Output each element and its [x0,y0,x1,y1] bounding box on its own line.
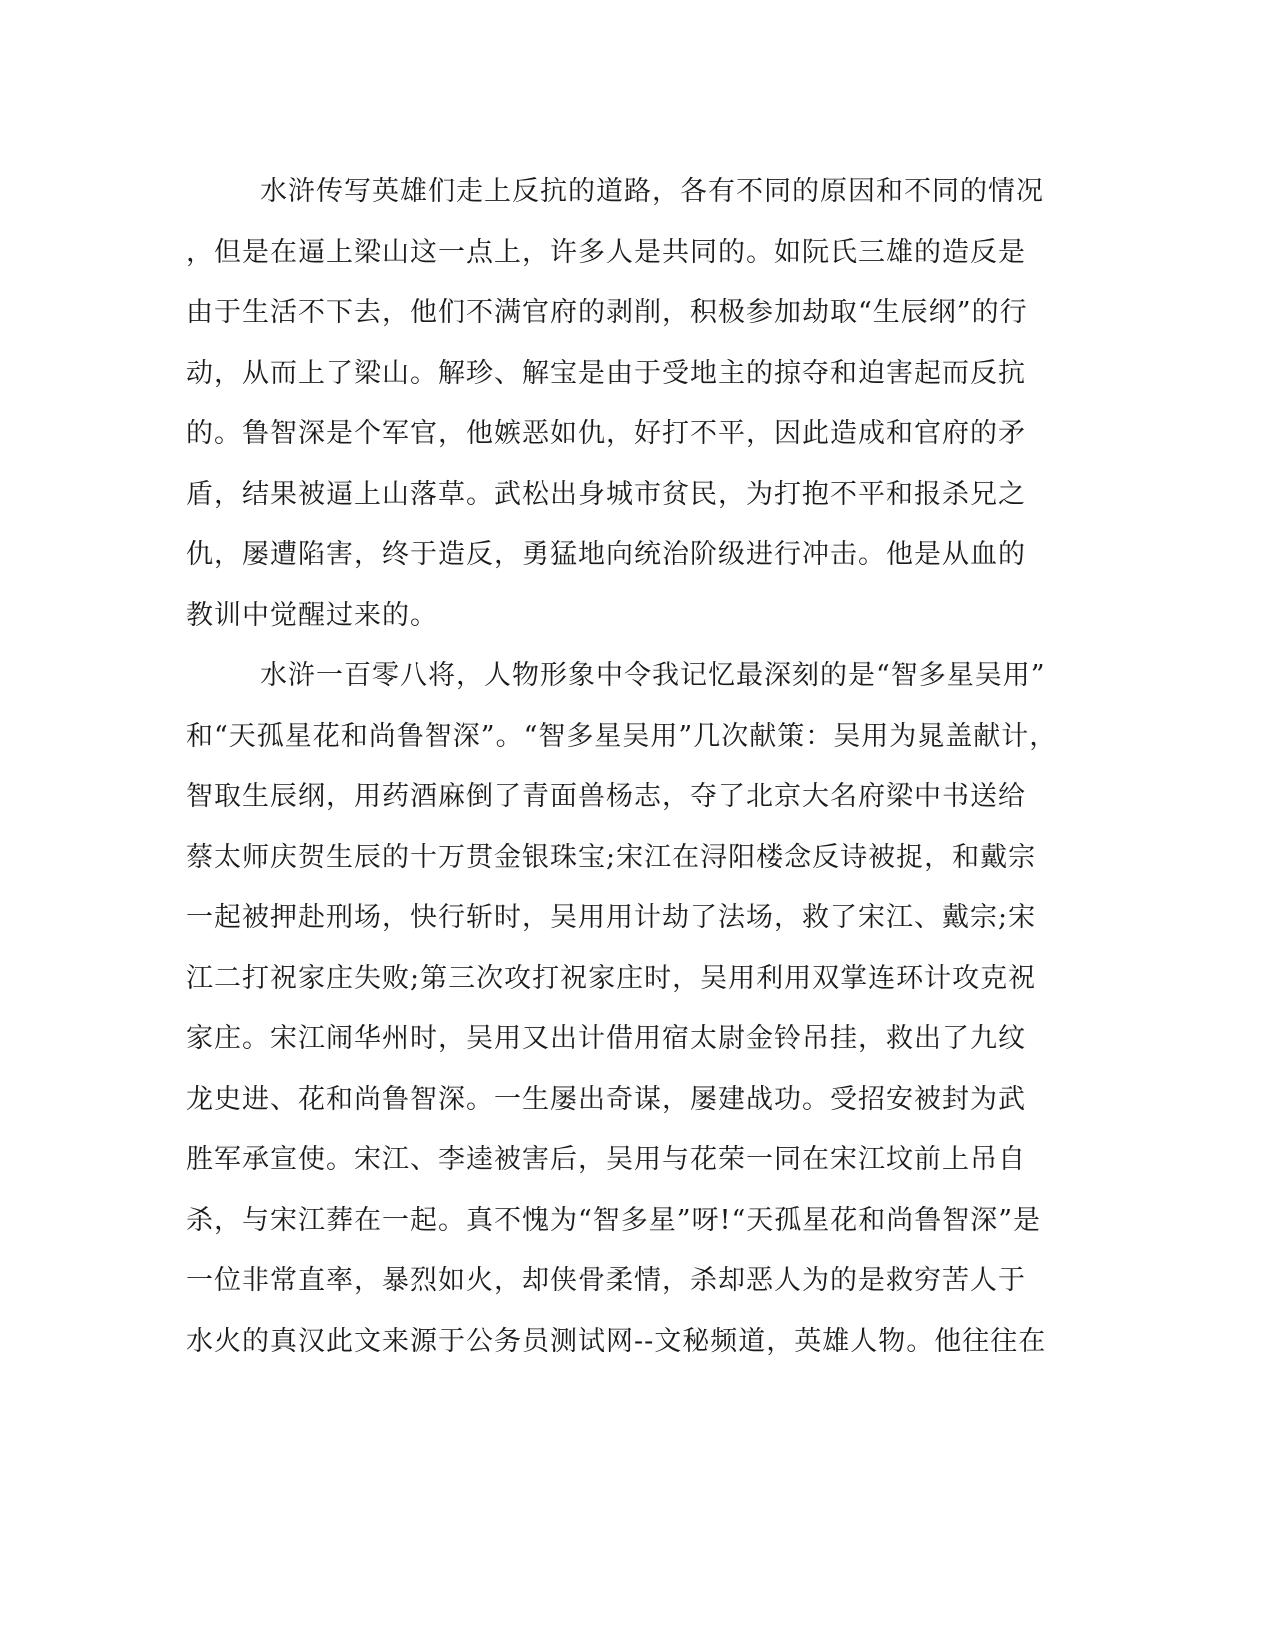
paragraph-line: 动，从而上了梁山。解珍、解宝是由于受地主的掠夺和迫害起而反抗 [186,357,1026,389]
paragraph-line: 教训中觉醒过来的。 [186,599,438,631]
paragraph-line: 龙史进、花和尚鲁智深。一生屡出奇谋，屡建战功。受招安被封为武 [186,1083,1026,1115]
paragraph-line: ，但是在逼上梁山这一点上，许多人是共同的。如阮氏三雄的造反是 [186,236,1026,268]
paragraph-line: 水浒一百零八将，人物形象中令我记忆最深刻的是“智多星吴用” [260,660,1046,691]
paragraph-line: 家庄。宋江闹华州时，吴用又出计借用宿太尉金铃吊挂，救出了九纹 [186,1023,1026,1054]
paragraph-line: 水火的真汉此文来源于公务员测试网--文秘频道，英雄人物。他往往在 [186,1325,1047,1357]
paragraph-line: 杀，与宋江葬在一起。真不愧为“智多星”呀!“天孤星花和尚鲁智深”是 [186,1204,1042,1236]
paragraph-line: 盾，结果被逼上山落草。武松出身城市贫民，为打抱不平和报杀兄之 [186,478,1026,510]
paragraph-line: 蔡太师庆贺生辰的十万贯金银珠宝;宋江在浔阳楼念反诗被捉，和戴宗 [186,841,1037,873]
paragraph-line: 胜军承宣使。宋江、李逵被害后，吴用与花荣一同在宋江坟前上吊自 [186,1144,1026,1175]
paragraph-line: 水浒传写英雄们走上反抗的道路，各有不同的原因和不同的情况 [260,176,1044,207]
paragraph-line: 一起被押赴刑场，快行斩时，吴用用计劫了法场，救了宋江、戴宗;宋 [186,902,1037,933]
document-body [186,162,1088,1372]
paragraph-line: 仇，屡遭陷害，终于造反，勇猛地向统治阶级进行冲击。他是从血的 [186,539,1026,570]
paragraph-line: 江二打祝家庄失败;第三次攻打祝家庄时，吴用利用双掌连环计攻克祝 [186,962,1037,994]
paragraph-line: 和“天孤星花和尚鲁智深”。“智多星吴用”几次献策：吴用为晁盖献计， [186,720,1058,752]
paragraph-1 [186,162,1088,646]
paragraph-line: 的。鲁智深是个军官，他嫉恶如仇，好打不平，因此造成和官府的矛 [186,418,1026,449]
paragraph-2 [186,646,1088,1372]
paragraph-line: 一位非常直率，暴烈如火，却侠骨柔情，杀却恶人为的是救穷苦人于 [186,1265,1026,1296]
paragraph-line: 智取生辰纲，用药酒麻倒了青面兽杨志，夺了北京大名府梁中书送给 [186,781,1026,812]
paragraph-line: 由于生活不下去，他们不满官府的剥削，积极参加劫取“生辰纲”的行 [186,297,1028,328]
